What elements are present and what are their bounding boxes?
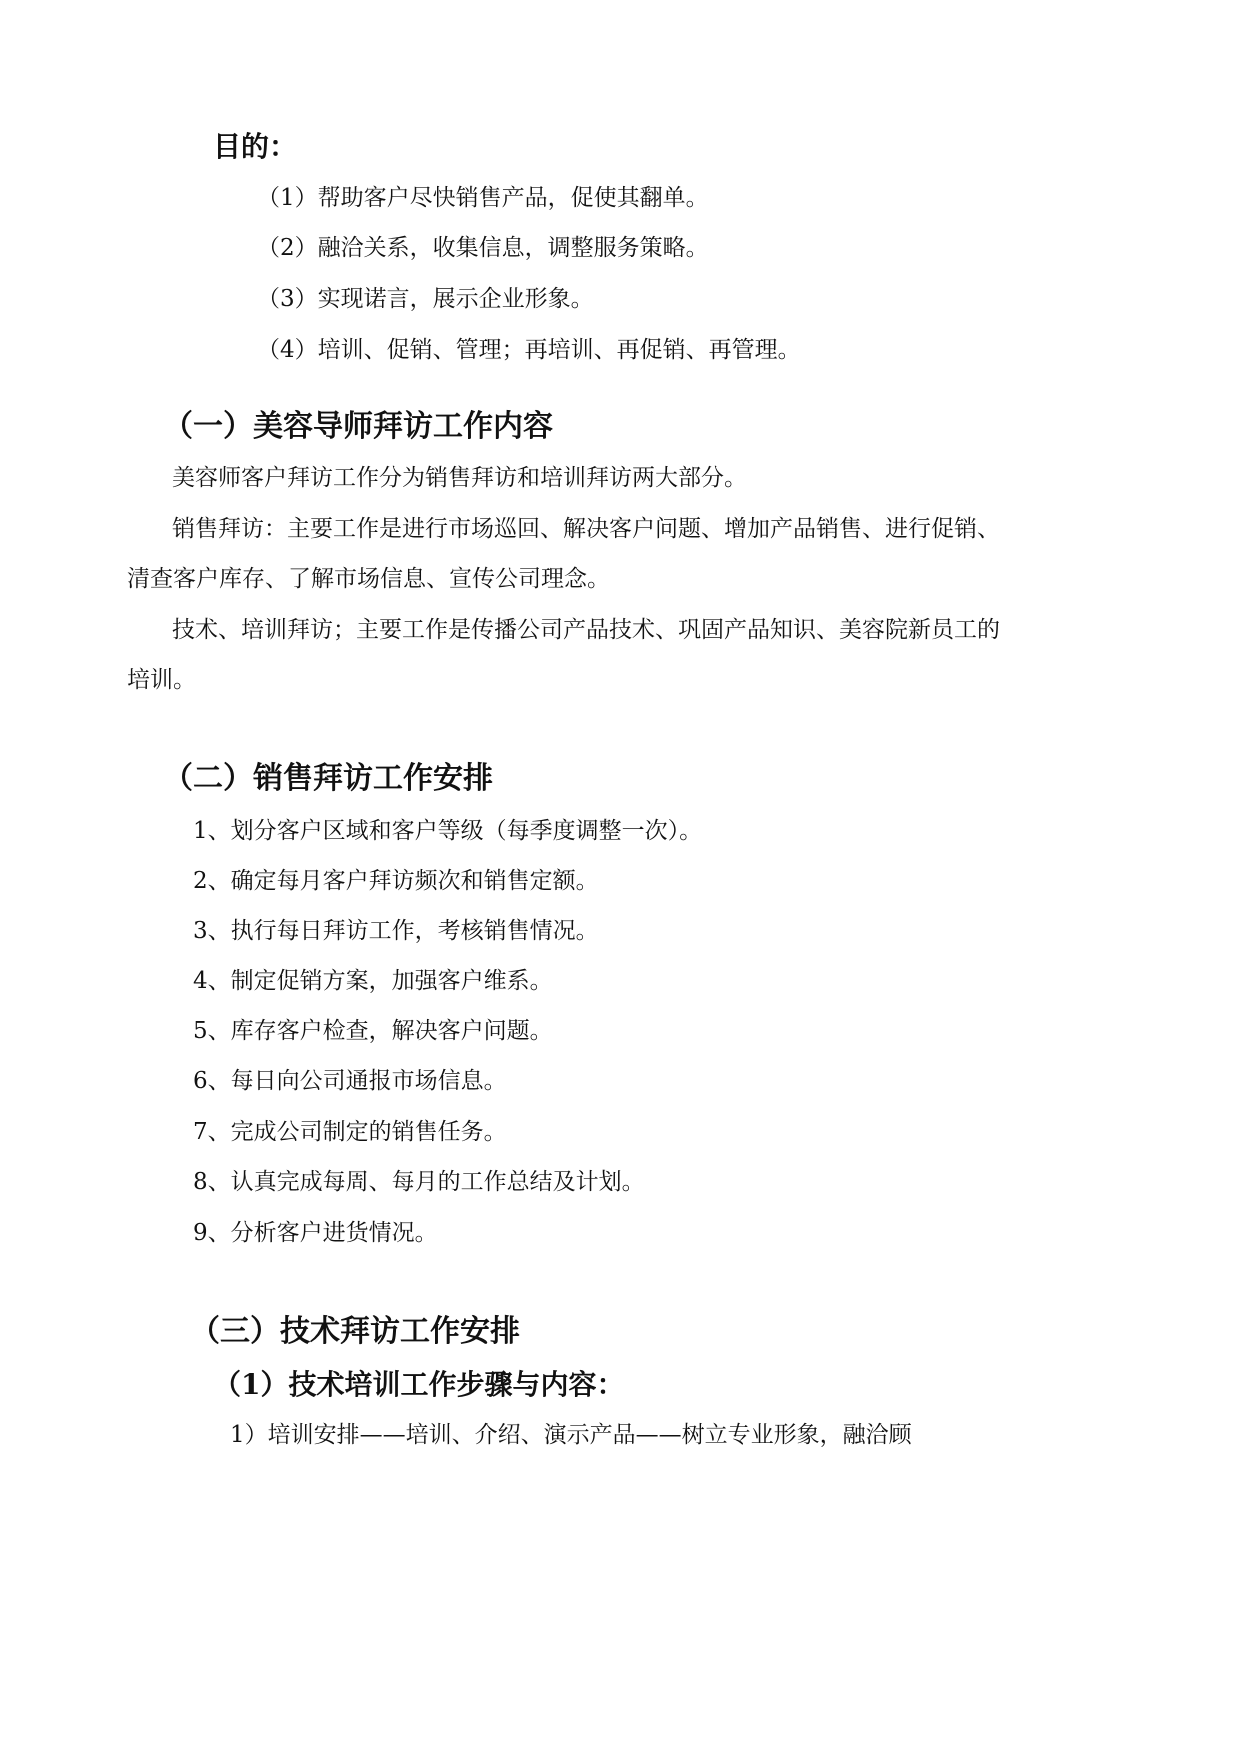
section1-tech-line: 技术、培训拜访；主要工作是传播公司产品技术、巩固产品知识、美容院新员工的 [172, 617, 1000, 643]
section1-intro: 美容师客户拜访工作分为销售拜访和培训拜访两大部分。 [172, 465, 747, 491]
purpose-item: （1）帮助客户尽快销售产品，促使其翻单。 [257, 185, 709, 211]
section2-item: 6、每日向公司通报市场信息。 [193, 1068, 507, 1094]
purpose-heading: 目的： [213, 130, 298, 163]
section1-tech-line: 培训。 [127, 667, 196, 693]
section2-item: 3、执行每日拜访工作，考核销售情况。 [193, 918, 599, 944]
section1-sales-line: 销售拜访：主要工作是进行市场巡回、解决客户问题、增加产品销售、进行促销、 [172, 516, 1000, 542]
section2-item: 2、确定每月客户拜访频次和销售定额。 [193, 868, 599, 894]
section1-sales-line: 清查客户库存、了解市场信息、宣传公司理念。 [127, 566, 610, 592]
section3-subheading: （1）技术培训工作步骤与内容： [213, 1368, 625, 1401]
section3-step: 1）培训安排——培训、介绍、演示产品——树立专业形象，融洽顾 [230, 1422, 912, 1448]
section2-item: 7、完成公司制定的销售任务。 [193, 1119, 507, 1145]
section1-heading: （一）美容导师拜访工作内容 [163, 409, 553, 444]
section2-heading: （二）销售拜访工作安排 [163, 761, 493, 796]
section2-item: 9、分析客户进货情况。 [193, 1220, 438, 1246]
section2-item: 1、划分客户区域和客户等级（每季度调整一次）。 [193, 818, 703, 844]
section3-heading: （三）技术拜访工作安排 [190, 1314, 520, 1349]
section2-item: 5、库存客户检查，解决客户问题。 [193, 1018, 553, 1044]
purpose-item: （3）实现诺言，展示企业形象。 [257, 286, 594, 312]
purpose-item: （4）培训、促销、管理；再培训、再促销、再管理。 [257, 337, 801, 363]
purpose-item: （2）融洽关系，收集信息，调整服务策略。 [257, 235, 709, 261]
section2-item: 4、制定促销方案，加强客户维系。 [193, 968, 553, 994]
section2-item: 8、认真完成每周、每月的工作总结及计划。 [193, 1169, 645, 1195]
